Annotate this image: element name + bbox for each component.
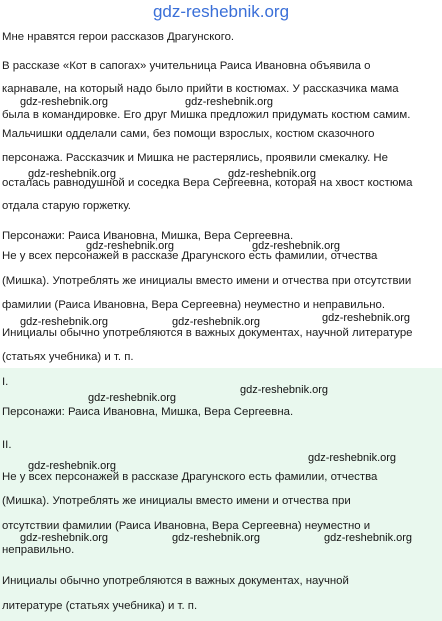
watermark: gdz-reshebnik.org [308, 452, 397, 464]
text-line: фамилии (Раиса Ивановна, Вера Сергеевна) неуместно и неправильно. [2, 299, 385, 311]
text-line: персонажа. Рассказчик и Мишка не растерялись, проявили смекалку. Не [2, 152, 388, 164]
text-line: Инициалы обычно употребляются в важных документах, научной литературе [2, 327, 413, 339]
answer-line: неправильно. [2, 544, 75, 556]
watermark: gdz-reshebnik.org [172, 532, 261, 544]
text-line: была в командировке. Его друг Мишка предложил придумать костюм самим. [2, 109, 411, 121]
watermark: gdz-reshebnik.org [88, 392, 177, 404]
watermark: gdz-reshebnik.org [20, 532, 109, 544]
text-line: В рассказе «Кот в сапогах» учительница Раиса Ивановна объявила о [2, 60, 371, 72]
answer-section-number: II. [2, 439, 12, 451]
answer-line: Не у всех персонажей в рассказе Драгунского есть фамилии, отчества [2, 471, 378, 483]
text-line: (Мишка). Употреблять же инициалы вместо имени и отчества при отсутствии [2, 275, 412, 287]
watermark: gdz-reshebnik.org [252, 240, 341, 252]
answer-line: Персонажи: Раиса Ивановна, Мишка, Вера Сергеевна. [2, 406, 294, 418]
watermark: gdz-reshebnik.org [86, 240, 175, 252]
watermark: gdz-reshebnik.org [240, 384, 329, 396]
answer-line: Инициалы обычно употребляются в важных документах, научной [2, 575, 349, 587]
text-line: Мальчишки одделали сами, без помощи взрослых, костюм сказочного [2, 128, 375, 140]
watermark: gdz-reshebnik.org [228, 168, 317, 180]
watermark: gdz-reshebnik.org [172, 316, 261, 328]
text-line: осталась равнодушной и соседка Вера Сергеевна, которая на хвост костюма [2, 177, 413, 189]
text-line: Не у всех персонажей в рассказе Драгунского есть фамилии, отчества [2, 250, 378, 262]
text-line: Персонажи: Раиса Ивановна, Мишка, Вера Сергеевна. [2, 230, 294, 242]
text-line: (статьях учебника) и т. п. [2, 351, 134, 363]
watermark: gdz-reshebnik.org [20, 316, 109, 328]
answer-line: отсутствии фамилии (Раиса Ивановна, Вера Сергеевна) неуместно и [2, 520, 371, 532]
watermark: gdz-reshebnik.org [185, 96, 274, 108]
text-line: отдала старую горжетку. [2, 200, 131, 212]
watermark: gdz-reshebnik.org [28, 460, 117, 472]
watermark: gdz-reshebnik.org [20, 96, 109, 108]
answer-section-number: I. [2, 376, 9, 388]
site-header: gdz-reshebnik.org [152, 2, 290, 21]
text-line: Мне нравятся герои рассказов Драгунского. [2, 31, 235, 43]
watermark: gdz-reshebnik.org [322, 312, 411, 324]
text-line: карнавале, на который надо было прийти в костюмах. У рассказчика мама [2, 83, 399, 95]
answer-line: литературе (статьях учебника) и т. п. [2, 600, 198, 612]
answer-line: (Мишка). Употреблять же инициалы вместо имени и отчества при [2, 495, 351, 507]
watermark: gdz-reshebnik.org [324, 532, 413, 544]
watermark: gdz-reshebnik.org [28, 168, 117, 180]
